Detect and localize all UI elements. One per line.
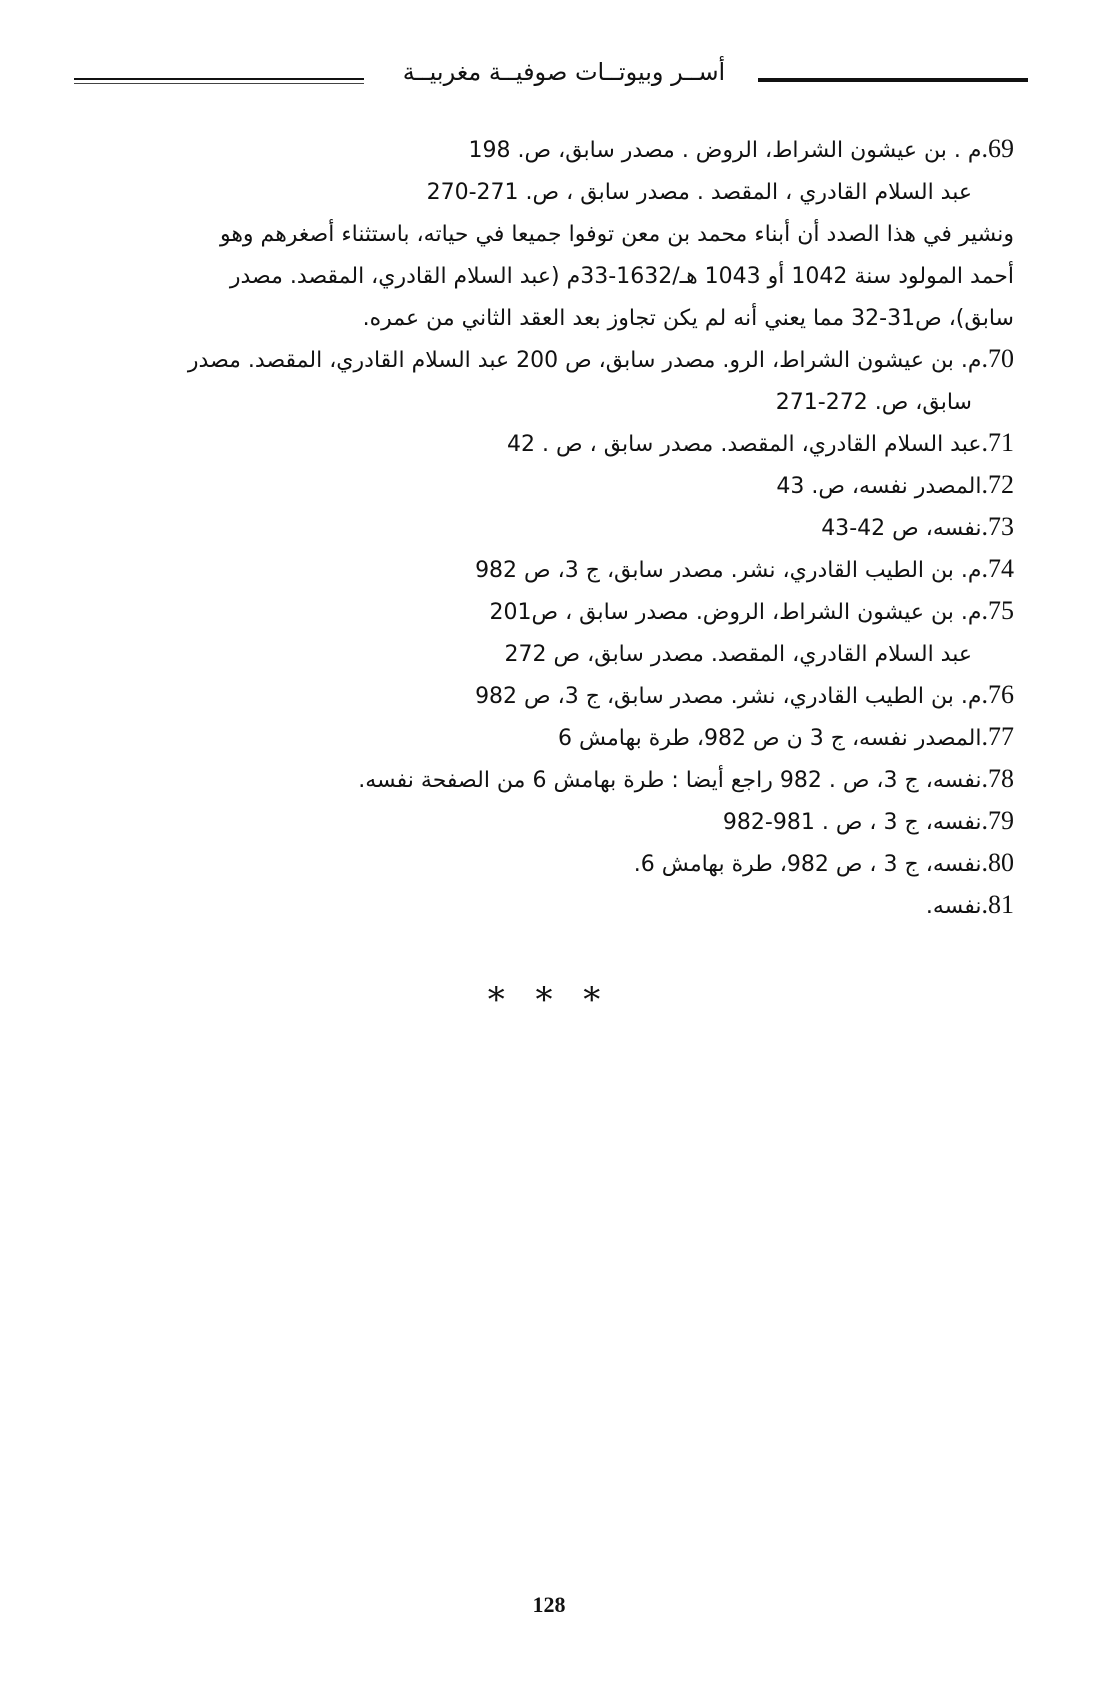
footnote-text: نفسه.: [925, 894, 982, 919]
footnote-text: عبد السلام القادري، المقصد. مصدر سابق ، ص . 42: [507, 432, 982, 457]
footnote-line: [72, 380, 1014, 422]
footnote-number: 75.: [981, 596, 1014, 625]
footnote-line: [72, 758, 1014, 800]
footnote-line: [72, 590, 1014, 632]
footnote-line: [72, 548, 1014, 590]
footnotes-list: [72, 128, 1014, 926]
footnote-line: [72, 842, 1014, 884]
footnote-line: [72, 506, 1014, 548]
footnote-text: عبد السلام القادري، المقصد. مصدر سابق، ص 272: [504, 642, 972, 667]
footnote-number: 74.: [981, 554, 1014, 583]
running-header-title: أســر وبيوتــات صوفيــة مغربيــة: [402, 58, 726, 86]
header-rule-right: [758, 78, 1028, 82]
footnote-text: م. بن عيشون الشراط، الرو. مصدر سابق، ص 200 عبد السلام القادري، المقصد. مصدر: [187, 348, 982, 373]
footnote-text: نفسه، ج 3 ، ص . 981-982: [722, 810, 982, 835]
section-separator: * * *: [487, 980, 611, 1020]
footnote-text: ونشير في هذا الصدد أن أبناء محمد بن معن توفوا جميعا في حياته، باستثناء أصغرهم وهو: [219, 222, 1014, 247]
footnote-line: [72, 464, 1014, 506]
footnote-line: [72, 128, 1014, 170]
footnote-text: م. بن عيشون الشراط، الروض. مصدر سابق ، ص201: [489, 600, 982, 625]
footnote-number: 76.: [981, 680, 1014, 709]
footnote-number: 78.: [981, 764, 1014, 793]
footnote-text: نفسه، ج 3، ص . 982 راجع أيضا : طرة بهامش 6 من الصفحة نفسه.: [358, 768, 982, 793]
footnote-number: 81.: [981, 890, 1014, 919]
footnote-number: 80.: [981, 848, 1014, 877]
footnote-line: [72, 296, 1014, 338]
footnote-text: المصدر نفسه، ص. 43: [776, 474, 982, 499]
footnote-line: [72, 422, 1014, 464]
footnote-text: سابق، ص. 272-271: [775, 390, 972, 415]
footnote-line: [72, 884, 1014, 926]
footnote-text: م . بن عيشون الشراط، الروض . مصدر سابق، ص. 198: [468, 138, 982, 163]
footnote-line: [72, 170, 1014, 212]
footnote-number: 72.: [981, 470, 1014, 499]
footnote-text: نفسه، ص 42-43: [821, 516, 982, 541]
footnote-line: [72, 716, 1014, 758]
footnote-text: سابق)، ص31-32 مما يعني أنه لم يكن تجاوز بعد العقد الثاني من عمره.: [362, 306, 1014, 331]
footnote-line: [72, 254, 1014, 296]
footnote-number: 79.: [981, 806, 1014, 835]
footnote-text: م. بن الطيب القادري، نشر. مصدر سابق، ج 3، ص 982: [475, 558, 982, 583]
footnote-text: نفسه، ج 3 ، ص 982، طرة بهامش 6.: [633, 852, 982, 877]
footnote-number: 71.: [981, 428, 1014, 457]
footnote-text: المصدر نفسه، ج 3 ن ص 982، طرة بهامش 6: [557, 726, 982, 751]
footnote-number: 69.: [981, 134, 1014, 163]
footnote-text: أحمد المولود سنة 1042 أو 1043 هـ/1632-33م (عبد السلام القادري، المقصد. مصدر: [229, 264, 1014, 289]
footnote-line: [72, 674, 1014, 716]
running-header: [74, 58, 1028, 98]
header-rule-left: [74, 78, 364, 80]
page-number: 128: [532, 1592, 566, 1617]
footnote-number: 77.: [981, 722, 1014, 751]
footnote-number: 70.: [981, 344, 1014, 373]
footnote-line: [72, 338, 1014, 380]
footnote-text: م. بن الطيب القادري، نشر. مصدر سابق، ج 3، ص 982: [475, 684, 982, 709]
footnote-text: عبد السلام القادري ، المقصد . مصدر سابق ، ص. 271-270: [426, 180, 972, 205]
footnote-line: [72, 800, 1014, 842]
footnote-line: [72, 632, 1014, 674]
footnote-line: [72, 212, 1014, 254]
footnote-number: 73.: [981, 512, 1014, 541]
